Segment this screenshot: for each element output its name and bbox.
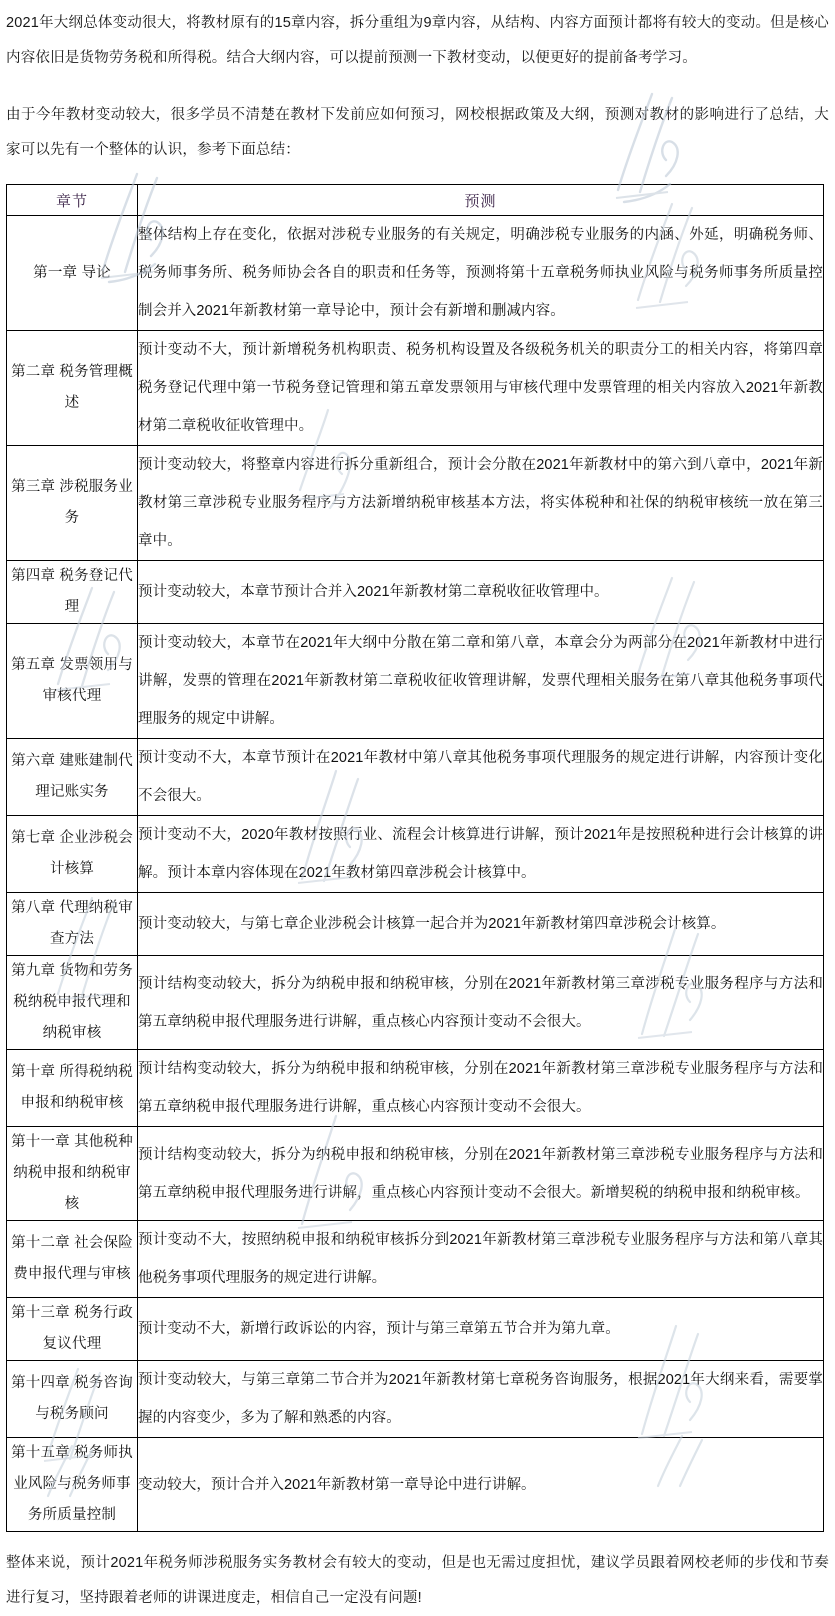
intro-paragraph-2: 由于今年教材变动较大，很多学员不清楚在教材下发前应如何预习，网校根据政策及大纲，预测对教材的影响进行了总结，大家可以先有一个整体的认识，参考下面总结： [6,107,829,158]
chapter-cell: 第四章 税务登记代理 [7,561,138,624]
table-row [7,1298,824,1361]
prediction-cell: 预计变动较大，本章节在2021年大纲中分散在第二章和第八章，本章会分为两部分在2021年新教材中进行讲解，发票的管理在2021年新教材第二章税收征收管理讲解，发票代理相关服务在第八章其他税务事项代理服务的规定中讲解。 [138,624,824,739]
prediction-cell: 预计变动较大，将整章内容进行拆分重新组合，预计会分散在2021年新教材中的第六到八章中，2021年新教材第三章涉税专业服务程序与方法新增纳税审核基本方法，将实体税种和社保的纳税审核统一放在第三章中。 [138,446,824,561]
table-row [7,893,824,956]
chapter-cell: 第十五章 税务师执业风险与税务师事务所质量控制 [7,1438,138,1532]
table-row [7,956,824,1050]
chapter-cell: 第十三章 税务行政复议代理 [7,1298,138,1361]
table-row [7,1361,824,1438]
chapter-cell: 第五章 发票领用与审核代理 [7,624,138,739]
table-row [7,739,824,816]
closing-section [6,1546,829,1616]
paragraph-spacer [6,76,829,98]
table-row [7,816,824,893]
chapter-cell: 第十一章 其他税种纳税申报和纳税审核 [7,1127,138,1221]
prediction-cell: 预计变动较大，与第三章第二节合并为2021年新教材第七章税务咨询服务，根据2021年大纲来看，需要掌握的内容变少，多为了解和熟悉的内容。 [138,1361,824,1438]
chapter-cell: 第十章 所得税纳税申报和纳税审核 [7,1050,138,1127]
prediction-cell: 预计变动较大，本章节预计合并入2021年新教材第二章税收征收管理中。 [138,561,824,624]
table-row [7,624,824,739]
chapter-prediction-table [6,184,824,1532]
table-row [7,1127,824,1221]
table-row [7,1050,824,1127]
chapter-cell: 第二章 税务管理概述 [7,331,138,446]
chapter-cell: 第八章 代理纳税审查方法 [7,893,138,956]
prediction-cell: 预计变动不大，2020年教材按照行业、流程会计核算进行讲解，预计2021年是按照税种进行会计核算的讲解。预计本章内容体现在2021年教材第四章涉税会计核算中。 [138,816,824,893]
prediction-cell: 整体结构上存在变化，依据对涉税专业服务的有关规定，明确涉税专业服务的内涵、外延，明确税务师、税务师事务所、税务师协会各自的职责和任务等，预测将第十五章税务师执业风险与税务师事务所质量控制会并入2021年新教材第一章导论中，预计会有新增和删减内容。 [138,216,824,331]
prediction-cell: 预计变动不大，本章节预计在2021年教材中第八章其他税务事项代理服务的规定进行讲解，内容预计变化不会很大。 [138,739,824,816]
table-body [7,216,824,1532]
table-row [7,331,824,446]
prediction-cell: 预计结构变动较大，拆分为纳税申报和纳税审核，分别在2021年新教材第三章涉税专业服务程序与方法和第五章纳税申报代理服务进行讲解，重点核心内容预计变动不会很大。 [138,1050,824,1127]
column-header-prediction: 预测 [138,185,824,216]
chapter-cell: 第三章 涉税服务业务 [7,446,138,561]
chapter-cell: 第六章 建账建制代理记账实务 [7,739,138,816]
table-header [7,185,824,216]
table-row [7,216,824,331]
chapter-cell: 第九章 货物和劳务税纳税申报代理和纳税审核 [7,956,138,1050]
table-row [7,1221,824,1298]
column-header-chapter: 章节 [7,185,138,216]
chapter-cell: 第一章 导论 [7,216,138,331]
closing-paragraph: 整体来说，预计2021年税务师涉税服务实务教材会有较大的变动，但是也无需过度担忧，建议学员跟着网校老师的步伐和节奏进行复习，坚持跟着老师的讲课进度走，相信自己一定没有问题! [6,1555,829,1606]
table-row [7,561,824,624]
prediction-cell: 预计变动不大，预计新增税务机构职责、税务机构设置及各级税务机关的职责分工的相关内容，将第四章税务登记代理中第一节税务登记管理和第五章发票领用与审核代理中发票管理的相关内容放入2021年新教材第二章税收征收管理中。 [138,331,824,446]
prediction-cell: 预计变动不大，新增行政诉讼的内容，预计与第三章第五节合并为第九章。 [138,1298,824,1361]
outline-table-container [6,184,829,1532]
table-row [7,1438,824,1532]
chapter-cell: 第七章 企业涉税会计核算 [7,816,138,893]
prediction-cell: 预计结构变动较大，拆分为纳税申报和纳税审核，分别在2021年新教材第三章涉税专业服务程序与方法和第五章纳税申报代理服务进行讲解，重点核心内容预计变动不会很大。新增契税的纳税申报和纳税审核。 [138,1127,824,1221]
intro-section [6,0,829,168]
chapter-cell: 第十二章 社会保险费申报代理与审核 [7,1221,138,1298]
chapter-cell: 第十四章 税务咨询与税务顾问 [7,1361,138,1438]
prediction-cell: 预计结构变动较大，拆分为纳税申报和纳税审核，分别在2021年新教材第三章涉税专业服务程序与方法和第五章纳税申报代理服务进行讲解，重点核心内容预计变动不会很大。 [138,956,824,1050]
prediction-cell: 预计变动不大，按照纳税申报和纳税审核拆分到2021年新教材第三章涉税专业服务程序与方法和第八章其他税务事项代理服务的规定进行讲解。 [138,1221,824,1298]
table-header-row [7,185,824,216]
prediction-cell: 预计变动较大，与第七章企业涉税会计核算一起合并为2021年新教材第四章涉税会计核算。 [138,893,824,956]
table-row [7,446,824,561]
intro-paragraph-1: 2021年大纲总体变动很大，将教材原有的15章内容，拆分重组为9章内容，从结构、内容方面预计都将有较大的变动。但是核心内容依旧是货物劳务税和所得税。结合大纲内容，可以提前预测一下教材变动，以便更好的提前备考学习。 [6,15,829,66]
prediction-cell: 变动较大，预计合并入2021年新教材第一章导论中进行讲解。 [138,1438,824,1532]
